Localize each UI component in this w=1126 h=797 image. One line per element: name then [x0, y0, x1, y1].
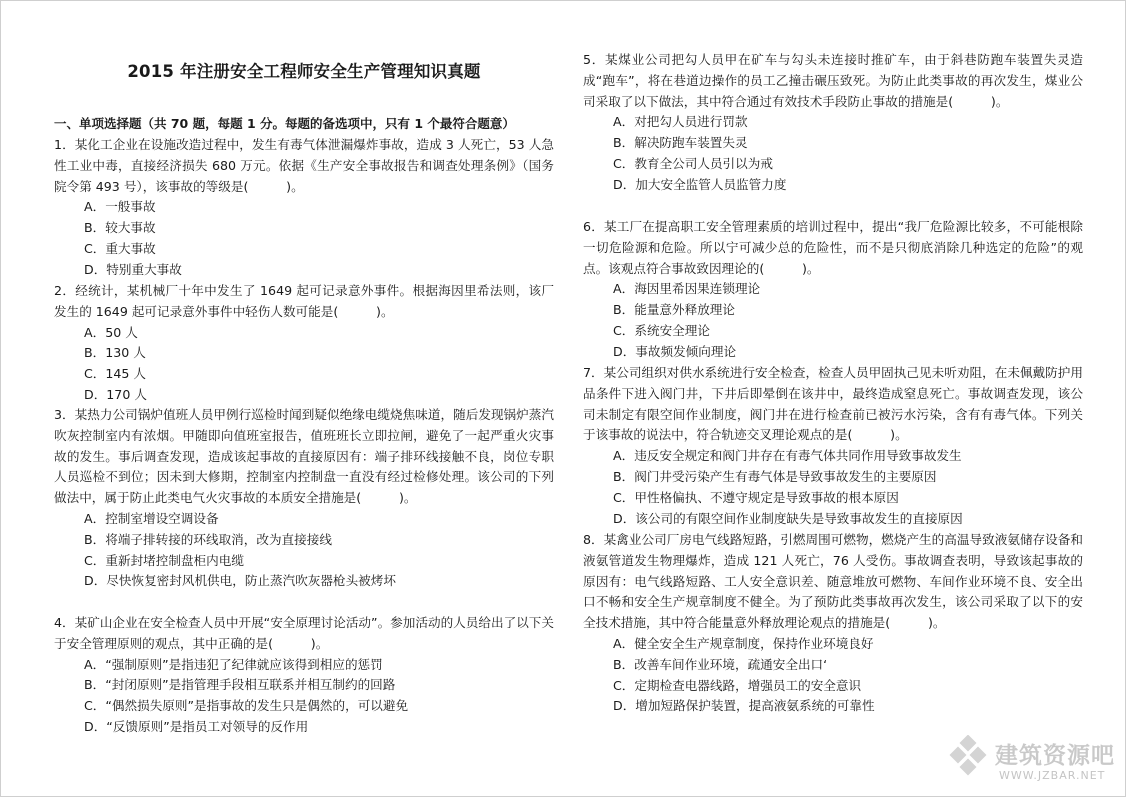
- option-list: [583, 279, 1083, 362]
- option-d: D．增加短路保护装置，提高液氨系统的可靠性: [613, 698, 875, 714]
- option-b: B．解决防跑车装置失灵: [613, 135, 748, 151]
- question-1: [54, 135, 554, 281]
- diamond-logo-icon: [945, 735, 993, 787]
- question-text: 5．某煤业公司把勾人员甲在矿车与勾头未连接时推矿车，由于斜巷防跑车装置失灵造成“跑车”，将在巷道边操作的员工乙撞击碾压致死。为防止此类事故的再次发生，煤业公司采取了以下做法，其中符合通过有效技术手段防止事故的措施是( )。: [583, 52, 1083, 109]
- option-list: [583, 112, 1083, 195]
- option-list: [583, 634, 1083, 717]
- question-text: 8．某禽业公司厂房电气线路短路，引燃周围可燃物，燃烧产生的高温导致液氨储存设备和液氨管道发生物理爆炸，造成 121 人死亡，76 人受伤。事故调查表明，导致该起事故的原因有：电气线路短路、工人安全意识差、随意堆放可燃物、车间作业环境不良、安全出口不畅和安全生产规章制度不健全。为了预防此类事故再次发生，该公司采取了以下的安全技术措施，其中符合能量意外释放理论观点的措施是( )。: [583, 532, 1083, 631]
- option-a: A．一般事故: [84, 199, 156, 215]
- option-c: C．重新封堵控制盘柜内电缆: [84, 552, 244, 568]
- option-c: C．“偶然损失原则”是指事故的发生只是偶然的，可以避免: [84, 698, 409, 714]
- option-a: A．健全安全生产规章制度，保持作业环境良好: [613, 635, 874, 651]
- option-d: D．170 人: [84, 386, 147, 402]
- question-text: 2．经统计，某机械厂十年中发生了 1649 起可记录意外事件。根据海因里希法则，该厂发生的 1649 起可记录意外事件中轻伤人数可能是( )。: [54, 283, 554, 319]
- question-6: [583, 217, 1083, 363]
- option-c: C．145 人: [84, 366, 147, 382]
- option-a: A．50 人: [84, 324, 138, 340]
- option-c: C．甲性格偏执、不遵守规定是导致事故的根本原因: [613, 489, 899, 505]
- option-a: A．海因里希因果连锁理论: [613, 281, 761, 297]
- question-text: 4．某矿山企业在安全检查人员中开展“安全原理讨论活动”。参加活动的人员给出了以下关于安全管理原则的观点，其中正确的是( )。: [54, 615, 554, 651]
- question-7: [583, 363, 1083, 529]
- option-b: B．较大事故: [84, 220, 156, 236]
- watermark-text: 建筑资源吧: [995, 743, 1115, 769]
- option-a: A．对把勾人员进行罚款: [613, 114, 748, 130]
- watermark: [945, 733, 1120, 791]
- option-d: D．特别重大事故: [84, 261, 182, 277]
- question-2: [54, 281, 554, 406]
- option-list: [54, 509, 554, 592]
- option-d: D．该公司的有限空间作业制度缺失是导致事故发生的直接原因: [613, 510, 963, 526]
- watermark-url: WWW.JZBAR.NET: [999, 769, 1106, 782]
- option-d: D．加大安全监管人员监管力度: [613, 176, 787, 192]
- option-c: C．重大事故: [84, 240, 156, 256]
- option-b: B．阀门井受污染产生有毒气体是导致事故发生的主要原因: [613, 468, 937, 484]
- option-a: A．违反安全规定和阀门井存在有毒气体共同作用导致事故发生: [613, 448, 962, 464]
- option-d: D．事故频发倾向理论: [613, 343, 737, 359]
- question-text: 1．某化工企业在设施改造过程中，发生有毒气体泄漏爆炸事故，造成 3 人死亡，53 人急性工业中毒，直接经济损失 680 万元。依据《生产安全事故报告和调查处理条例》（国务院令第 493 号），该事故的等级是( )。: [54, 137, 554, 194]
- option-b: B．将端子排转接的环线取消，改为直接接线: [84, 531, 332, 547]
- question-5: [583, 50, 1083, 196]
- option-c: C．教育全公司人员引以为戒: [613, 155, 773, 171]
- question-text: 3．某热力公司锅炉值班人员甲例行巡检时闻到疑似绝缘电缆烧焦味道，随后发现锅炉蒸汽吹灰控制室内有浓烟。甲随即向值班室报告，值班班长立即拉闸，避免了一起严重火灾事故的发生。事后调查发现，造成该起事故的直接原因有：端子排环线接触不良，岗位专职人员巡检不到位；因未到大修期，控制室内控制盘一直没有经过检修处理。该公司的下列做法中，属于防止此类电气火灾事故的本质安全措施是( )。: [54, 407, 554, 506]
- option-c: C．系统安全理论: [613, 322, 710, 338]
- document-title: 2015 年注册安全工程师安全生产管理知识真题: [127, 62, 481, 81]
- option-list: [54, 197, 554, 280]
- question-8: [583, 530, 1083, 717]
- question-text: 6．某工厂在提高职工安全管理素质的培训过程中，提出“我厂危险源比较多，不可能根除一切危险源和危险。所以宁可减少总的危险性，而不是只彻底消除几种选定的危险”的观点。该观点符合事故致因理论的( )。: [583, 219, 1083, 276]
- option-list: [54, 323, 554, 406]
- option-c: C．定期检查电器线路，增强员工的安全意识: [613, 677, 862, 693]
- option-d: D．尽快恢复密封风机供电，防止蒸汽吹灰器枪头被烤坏: [84, 573, 396, 589]
- option-a: A．“强制原则”是指违犯了纪律就应该得到相应的惩罚: [84, 656, 383, 672]
- section-heading: 一、单项选择题（共 70 题，每题 1 分。每题的备选项中，只有 1 个最符合题意）: [54, 116, 515, 131]
- option-b: B．“封闭原则”是指管理手段相互联系并相互制约的回路: [84, 677, 396, 693]
- option-list: [54, 655, 554, 738]
- option-d: D．“反馈原则”是指员工对领导的反作用: [84, 718, 309, 734]
- question-3: [54, 405, 554, 592]
- option-b: B．改善车间作业环境，疏通安全出口‘: [613, 656, 828, 672]
- question-4: [54, 613, 554, 738]
- option-b: B．130 人: [84, 345, 146, 361]
- question-text: 7．某公司组织对供水系统进行安全检查，检查人员甲固执己见未听劝阻，在未佩戴防护用品条件下进入阀门井，下井后即晕倒在该井中，最终造成窒息死亡。事故调查发现，该公司未制定有限空间作业制度，阀门井在进行检查前已被污水污染，含有有毒气体。下列关于该事故的说法中，符合轨迹交叉理论观点的是( )。: [583, 365, 1083, 443]
- option-list: [583, 446, 1083, 529]
- option-b: B．能量意外释放理论: [613, 302, 735, 318]
- option-a: A．控制室增设空调设备: [84, 510, 219, 526]
